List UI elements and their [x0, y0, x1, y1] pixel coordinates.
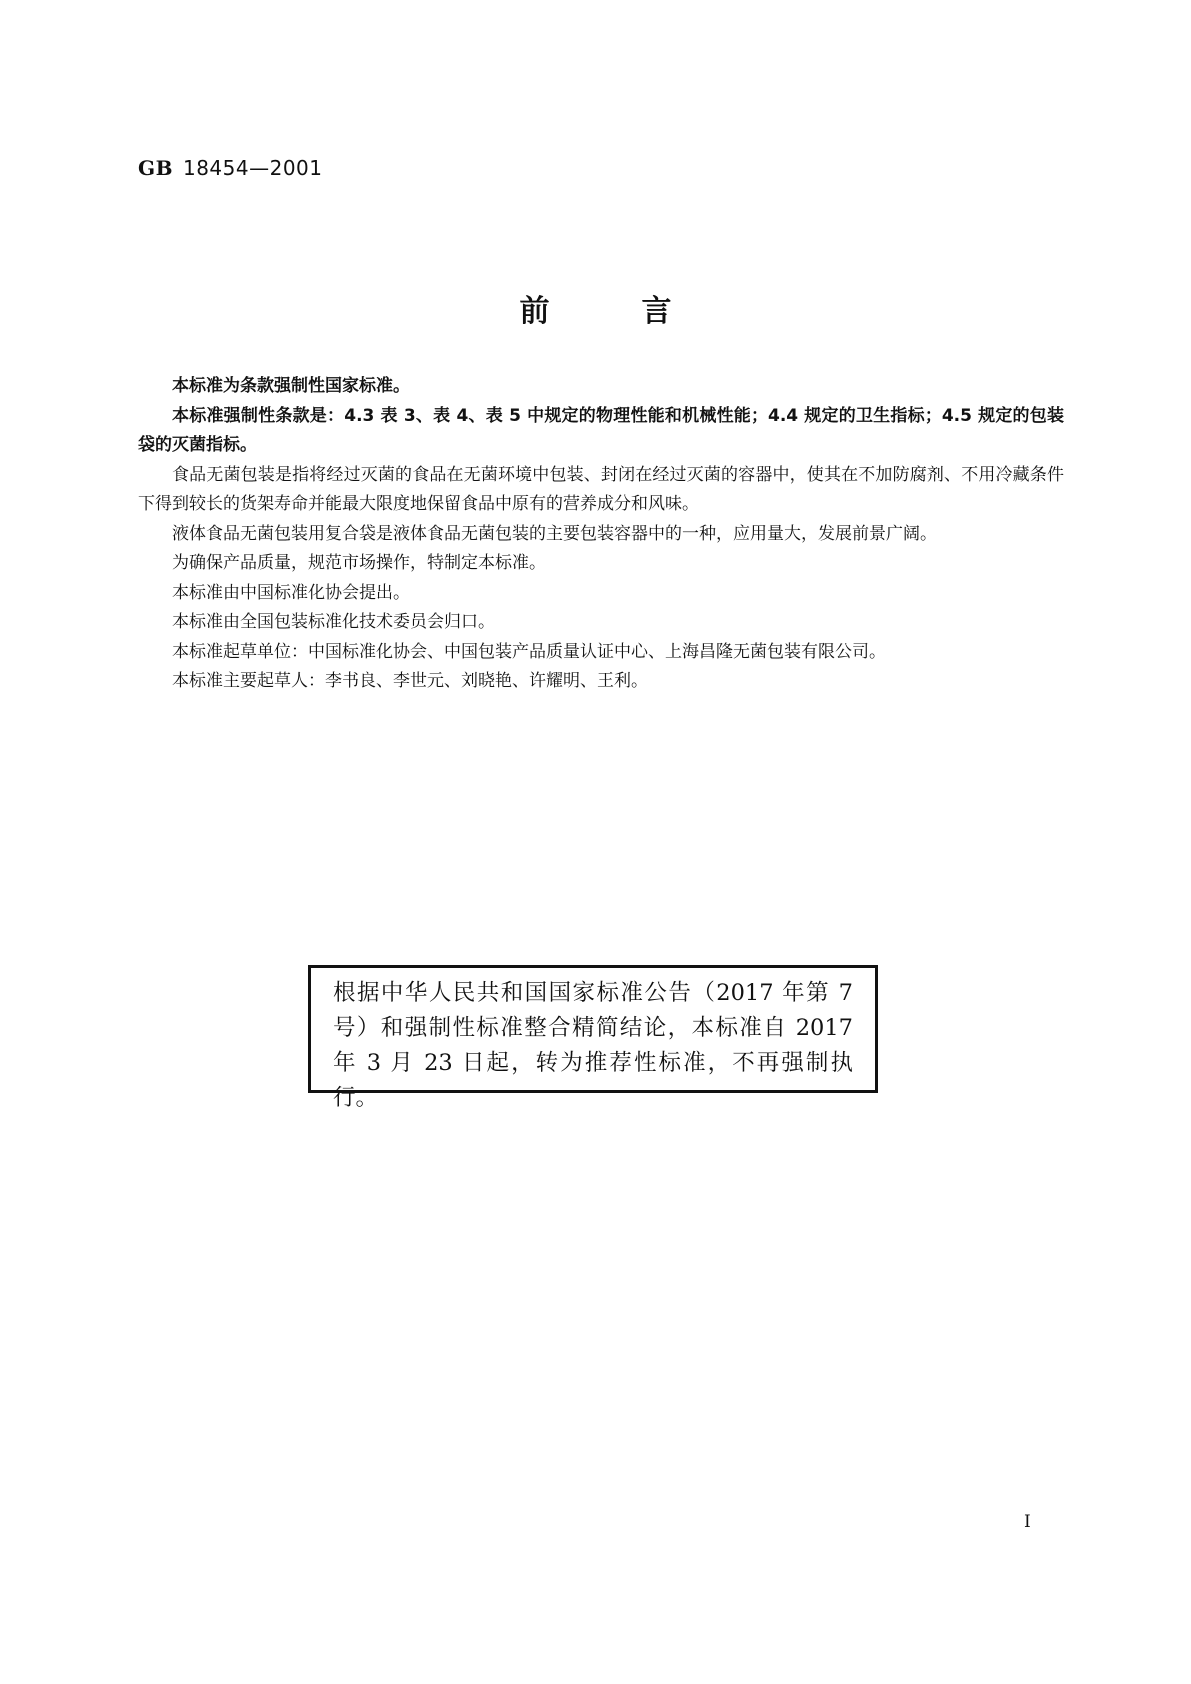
paragraph-drafting-units: 本标准起草单位：中国标准化协会、中国包装产品质量认证中心、上海昌隆无菌包装有限公司。 [172, 641, 886, 662]
paragraph-aseptic-definition: 食品无菌包装是指将经过灭菌的食品在无菌环境中包装、封闭在经过灭菌的容器中，使其在不加防腐剂、不用冷藏条件下得到较长的货架寿命并能最大限度地保留食品中原有的营养成分和风味。 [138, 464, 1064, 514]
notice-text: 根据中华人民共和国国家标准公告（2017 年第 7 号）和强制性标准整合精简结论，本标准自 2017 年 3 月 23 日起，转为推荐性标准，不再强制执行。 [333, 980, 853, 1111]
paragraph-composite-bag: 液体食品无菌包装用复合袋是液体食品无菌包装的主要包装容器中的一种，应用量大，发展前景广阔。 [172, 523, 937, 544]
paragraph-purpose: 为确保产品质量，规范市场操作，特制定本标准。 [172, 553, 546, 573]
paragraph-proposer: 本标准由中国标准化协会提出。 [172, 582, 410, 603]
page-number: I [1024, 1512, 1031, 1532]
paragraph-drafters: 本标准主要起草人：李书良、李世元、刘晓艳、许耀明、王利。 [172, 671, 648, 691]
paragraph-administration: 本标准由全国包装标准化技术委员会归口。 [172, 612, 495, 632]
standard-code [138, 156, 323, 180]
notice-box [308, 965, 878, 1111]
page-title: 前言 [519, 294, 764, 329]
standard-prefix: GB [138, 156, 173, 180]
foreword-body [138, 372, 1064, 697]
standard-number: 18454—2001 [182, 156, 323, 180]
paragraph-mandatory-type: 本标准为条款强制性国家标准。 [172, 376, 410, 396]
paragraph-mandatory-clauses: 本标准强制性条款是：4.3 表 3、表 4、表 5 中规定的物理性能和机械性能；4.4 规定的卫生指标；4.5 规定的包装袋的灭菌指标。 [138, 405, 1064, 455]
